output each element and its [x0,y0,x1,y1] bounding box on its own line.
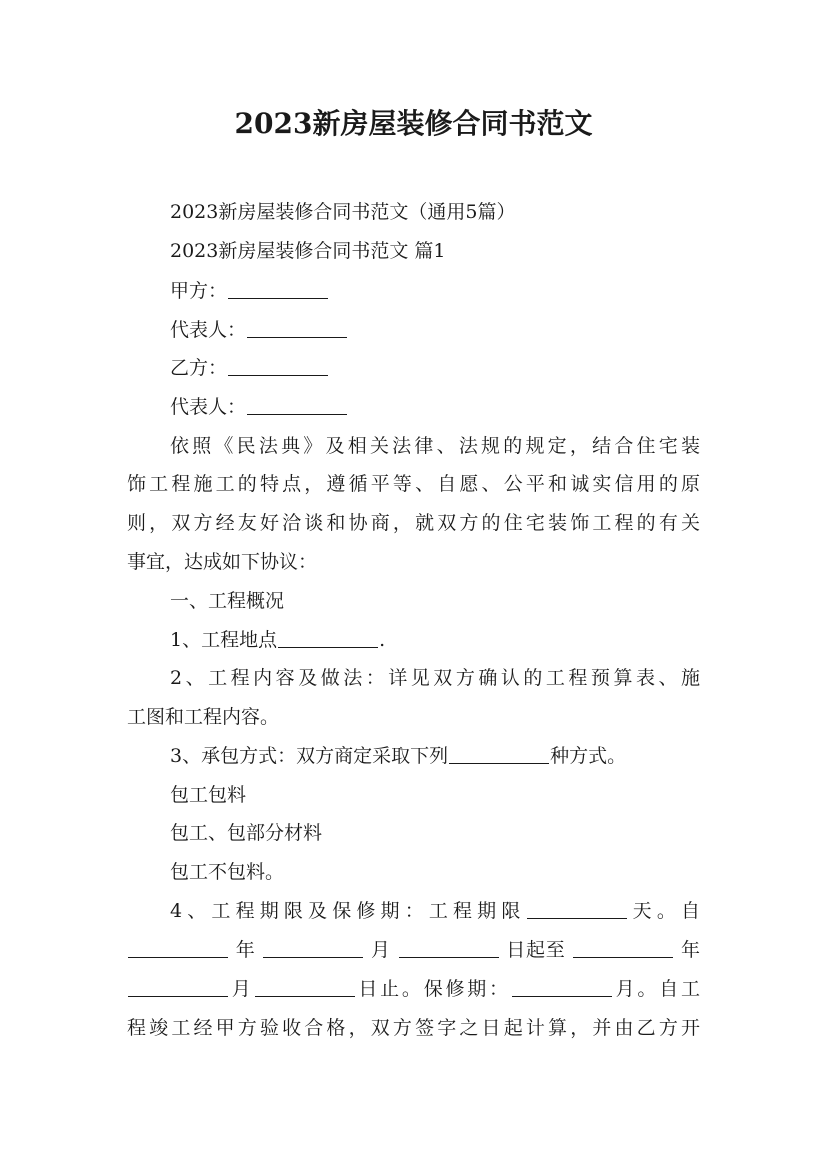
warranty-label: 日止。保修期： [355,978,511,1000]
party-a-blank [228,280,328,299]
party-b-rep-label: 代表人： [170,396,247,418]
clause-1-blank [278,629,378,648]
end-month-label: 月 [229,978,254,1000]
document-title: 2023新房屋装修合同书范文 [234,107,593,140]
clause-1-text: 1、工程地点 [170,629,278,651]
party-a-rep-line [170,316,348,344]
start-year-blank [128,939,228,958]
party-a-label: 甲方： [170,280,228,302]
option-3: 包工不包料。 [170,861,285,883]
subtitle-part-1: 2023新房屋装修合同书范文 篇1 [170,240,446,262]
preamble-line-4: 事宜，达成如下协议： [127,551,318,573]
section-heading-overview: 一、工程概况 [170,590,285,612]
start-day-blank [399,939,499,958]
party-b-rep-line [170,393,348,421]
clause-4-text: 4、工程期限及保修期：工程期限 [170,900,526,922]
clause-3-end: 种方式。 [550,745,627,767]
preamble-line-1: 依照《民法典》及相关法律、法规的规定，结合住宅装 [170,435,700,457]
clause-1-line [170,626,385,654]
warranty-blank [512,978,612,997]
party-b-rep-blank [247,396,347,415]
start-year-label: 年 [235,939,256,961]
clause-4-line-3 [127,975,700,1003]
party-b-label: 乙方： [170,357,228,379]
clause-4-days: 天。自 [627,900,700,922]
party-a-line [170,277,329,305]
clause-4-line-1 [170,897,700,925]
option-1: 包工包料 [170,784,247,806]
party-a-rep-blank [247,319,347,338]
preamble-line-3: 则，双方经友好洽谈和协商，就双方的住宅装饰工程的有关 [127,512,700,534]
end-month-blank [128,978,228,997]
option-2: 包工、包部分材料 [170,822,323,844]
start-day-label: 日起至 [506,939,566,961]
clause-3-blank [449,745,549,764]
warranty-months: 月。自工 [612,978,700,1000]
start-month-blank [263,939,363,958]
party-b-line [170,354,329,382]
party-a-rep-label: 代表人： [170,319,247,341]
subtitle-collection: 2023新房屋装修合同书范文（通用5篇） [170,201,516,223]
clause-4-line-4: 程竣工经甲方验收合格，双方签字之日起计算，并由乙方开 [127,1017,700,1039]
clause-4-line-2 [127,936,700,964]
clause-4-period-blank [527,900,627,919]
start-month-label: 月 [371,939,391,961]
party-b-blank [228,357,328,376]
end-day-blank [255,978,355,997]
preamble-line-2: 饰工程施工的特点，遵循平等、自愿、公平和诚实信用的原 [127,473,700,495]
clause-3-text: 3、承包方式：双方商定采取下列 [170,745,449,767]
clause-1-end: . [379,629,386,651]
end-year-blank [573,939,673,958]
clause-2-line-1: 2、工程内容及做法：详见双方确认的工程预算表、施 [170,667,700,689]
clause-2-line-2: 工图和工程内容。 [127,706,280,728]
clause-3-line [170,742,626,770]
end-year-label: 年 [680,939,700,961]
